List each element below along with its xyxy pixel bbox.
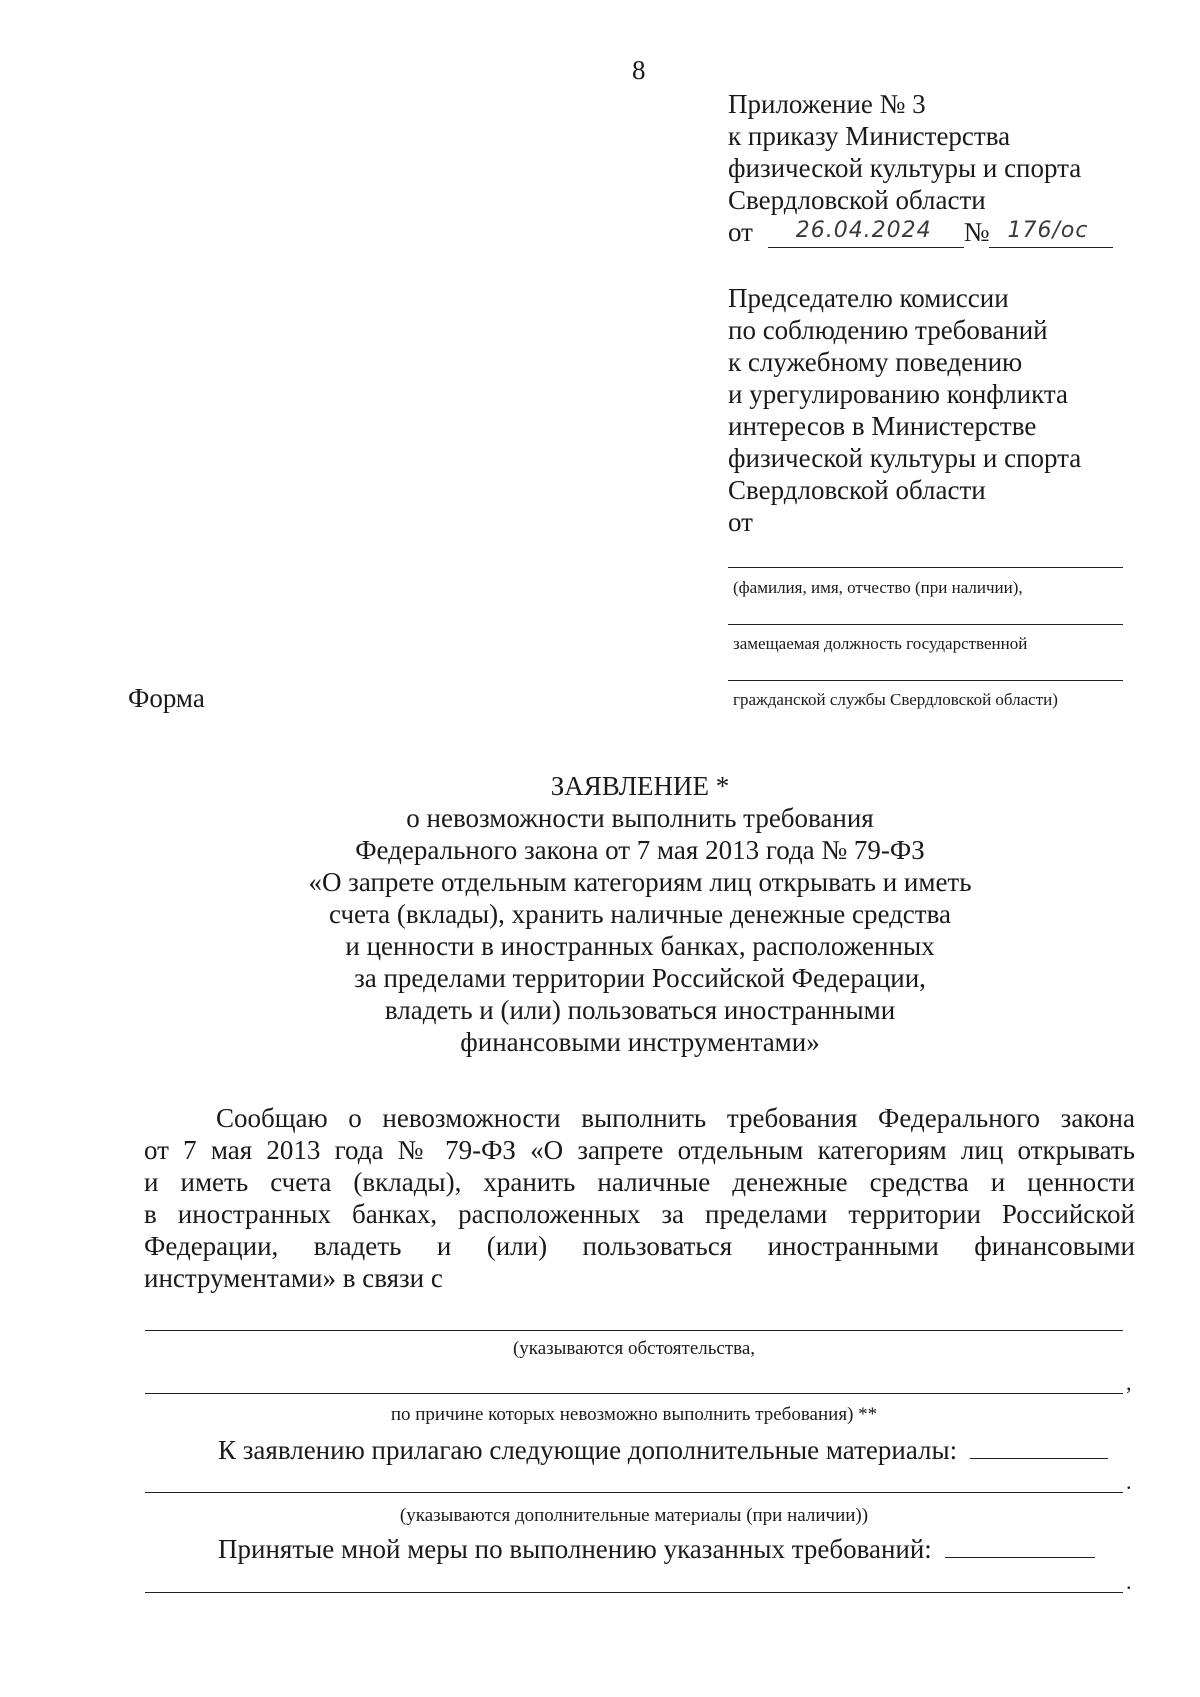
addressee-line: от: [728, 507, 753, 537]
appendix-line: Приложение № 3: [728, 89, 926, 119]
document-title: [200, 770, 1080, 1058]
reasons-note: по причине которых невозможно выполнить требования) **: [390, 1404, 878, 1425]
title-line: счета (вклады), хранить наличные денежные средства: [329, 899, 951, 929]
addressee-block: [728, 282, 1081, 538]
appendix-line: физической культуры и спорта: [728, 153, 1082, 183]
paragraph-line: инструментами» в связи с: [144, 1263, 443, 1293]
service-note: гражданской службы Свердловской области): [733, 690, 1058, 709]
line-period: .: [1126, 1569, 1132, 1594]
line-period: .: [1126, 1469, 1132, 1494]
position-note: замещаемая должность государственной: [733, 634, 1028, 653]
addressee-line: Свердловской области: [728, 475, 986, 505]
measures-line: [218, 1533, 1095, 1565]
handwritten-number: 176/ос: [1007, 218, 1089, 243]
attachments-label: К заявлению прилагаю следующие дополнительные материалы:: [218, 1435, 958, 1465]
attachments-line: [218, 1434, 1108, 1466]
paragraph-line: в иностранных банках, расположенных за пределами территории Российской: [144, 1199, 1135, 1229]
paragraph-line: Федерации, владеть и (или) пользоваться иностранными финансовыми: [144, 1231, 1135, 1261]
applicant-name-line: [728, 567, 1123, 568]
position-line: [728, 624, 1123, 625]
date-blank: [768, 219, 964, 248]
appendix-header: [728, 88, 1113, 248]
paragraph-line: и иметь счета (вклады), хранить наличные денежные средства и ценности: [144, 1167, 1135, 1197]
title-line: и ценности в иностранных банках, расположенных: [345, 931, 935, 961]
title-line: владеть и (или) пользоваться иностранными: [384, 995, 896, 1025]
appendix-line: Свердловской области: [728, 185, 986, 215]
title-line: за пределами территории Российской Федерации,: [354, 963, 926, 993]
title-line: о невозможности выполнить требования: [406, 803, 874, 833]
applicant-name-note: (фамилия, имя, отчество (при наличии),: [733, 578, 1023, 597]
circumstances-line-2: [145, 1393, 1123, 1394]
number-prefix: №: [963, 217, 990, 247]
addressee-line: по соблюдению требований: [728, 315, 1048, 345]
addressee-line: интересов в Министерстве: [728, 411, 1037, 441]
attachments-blank: [970, 1434, 1108, 1459]
page-number: 8: [632, 55, 646, 85]
addressee-line: к служебному поведению: [728, 347, 1023, 377]
appendix-date-line: [728, 216, 1113, 248]
title-line: Федерального закона от 7 мая 2013 года № 79-ФЗ: [355, 835, 925, 865]
measures-blank: [945, 1533, 1095, 1558]
body-paragraph: [144, 1102, 1135, 1294]
number-blank: [989, 219, 1113, 248]
title-line: «О запрете отдельным категориям лиц открывать и иметь: [308, 867, 972, 897]
form-label: Форма: [128, 683, 205, 713]
paragraph-line: Сообщаю о невозможности выполнить требования Федерального закона: [216, 1103, 1135, 1133]
circumstances-note: (указываются обстоятельства,: [512, 1338, 756, 1359]
measures-fill-line: [145, 1592, 1123, 1593]
handwritten-date: 26.04.2024: [795, 218, 932, 243]
circumstances-line-1: [145, 1330, 1123, 1331]
materials-note: (указываются дополнительные материалы (при наличии)): [399, 1505, 869, 1526]
line-comma: ,: [1126, 1370, 1132, 1395]
paragraph-line: от 7 мая 2013 года № 79-ФЗ «О запрете отдельным категориям лиц открывать: [144, 1135, 1135, 1165]
date-prefix: от: [728, 217, 753, 247]
addressee-line: Председателю комиссии: [728, 283, 1009, 313]
appendix-line: к приказу Министерства: [728, 121, 1011, 151]
title-line: финансовыми инструментами»: [460, 1027, 820, 1057]
addressee-line: физической культуры и спорта: [728, 443, 1082, 473]
materials-line: [145, 1492, 1123, 1493]
addressee-line: и урегулированию конфликта: [728, 379, 1069, 409]
service-line: [728, 680, 1123, 681]
measures-label: Принятые мной меры по выполнению указанных требований:: [218, 1534, 932, 1564]
title-heading: ЗАЯВЛЕНИЕ *: [550, 771, 730, 801]
